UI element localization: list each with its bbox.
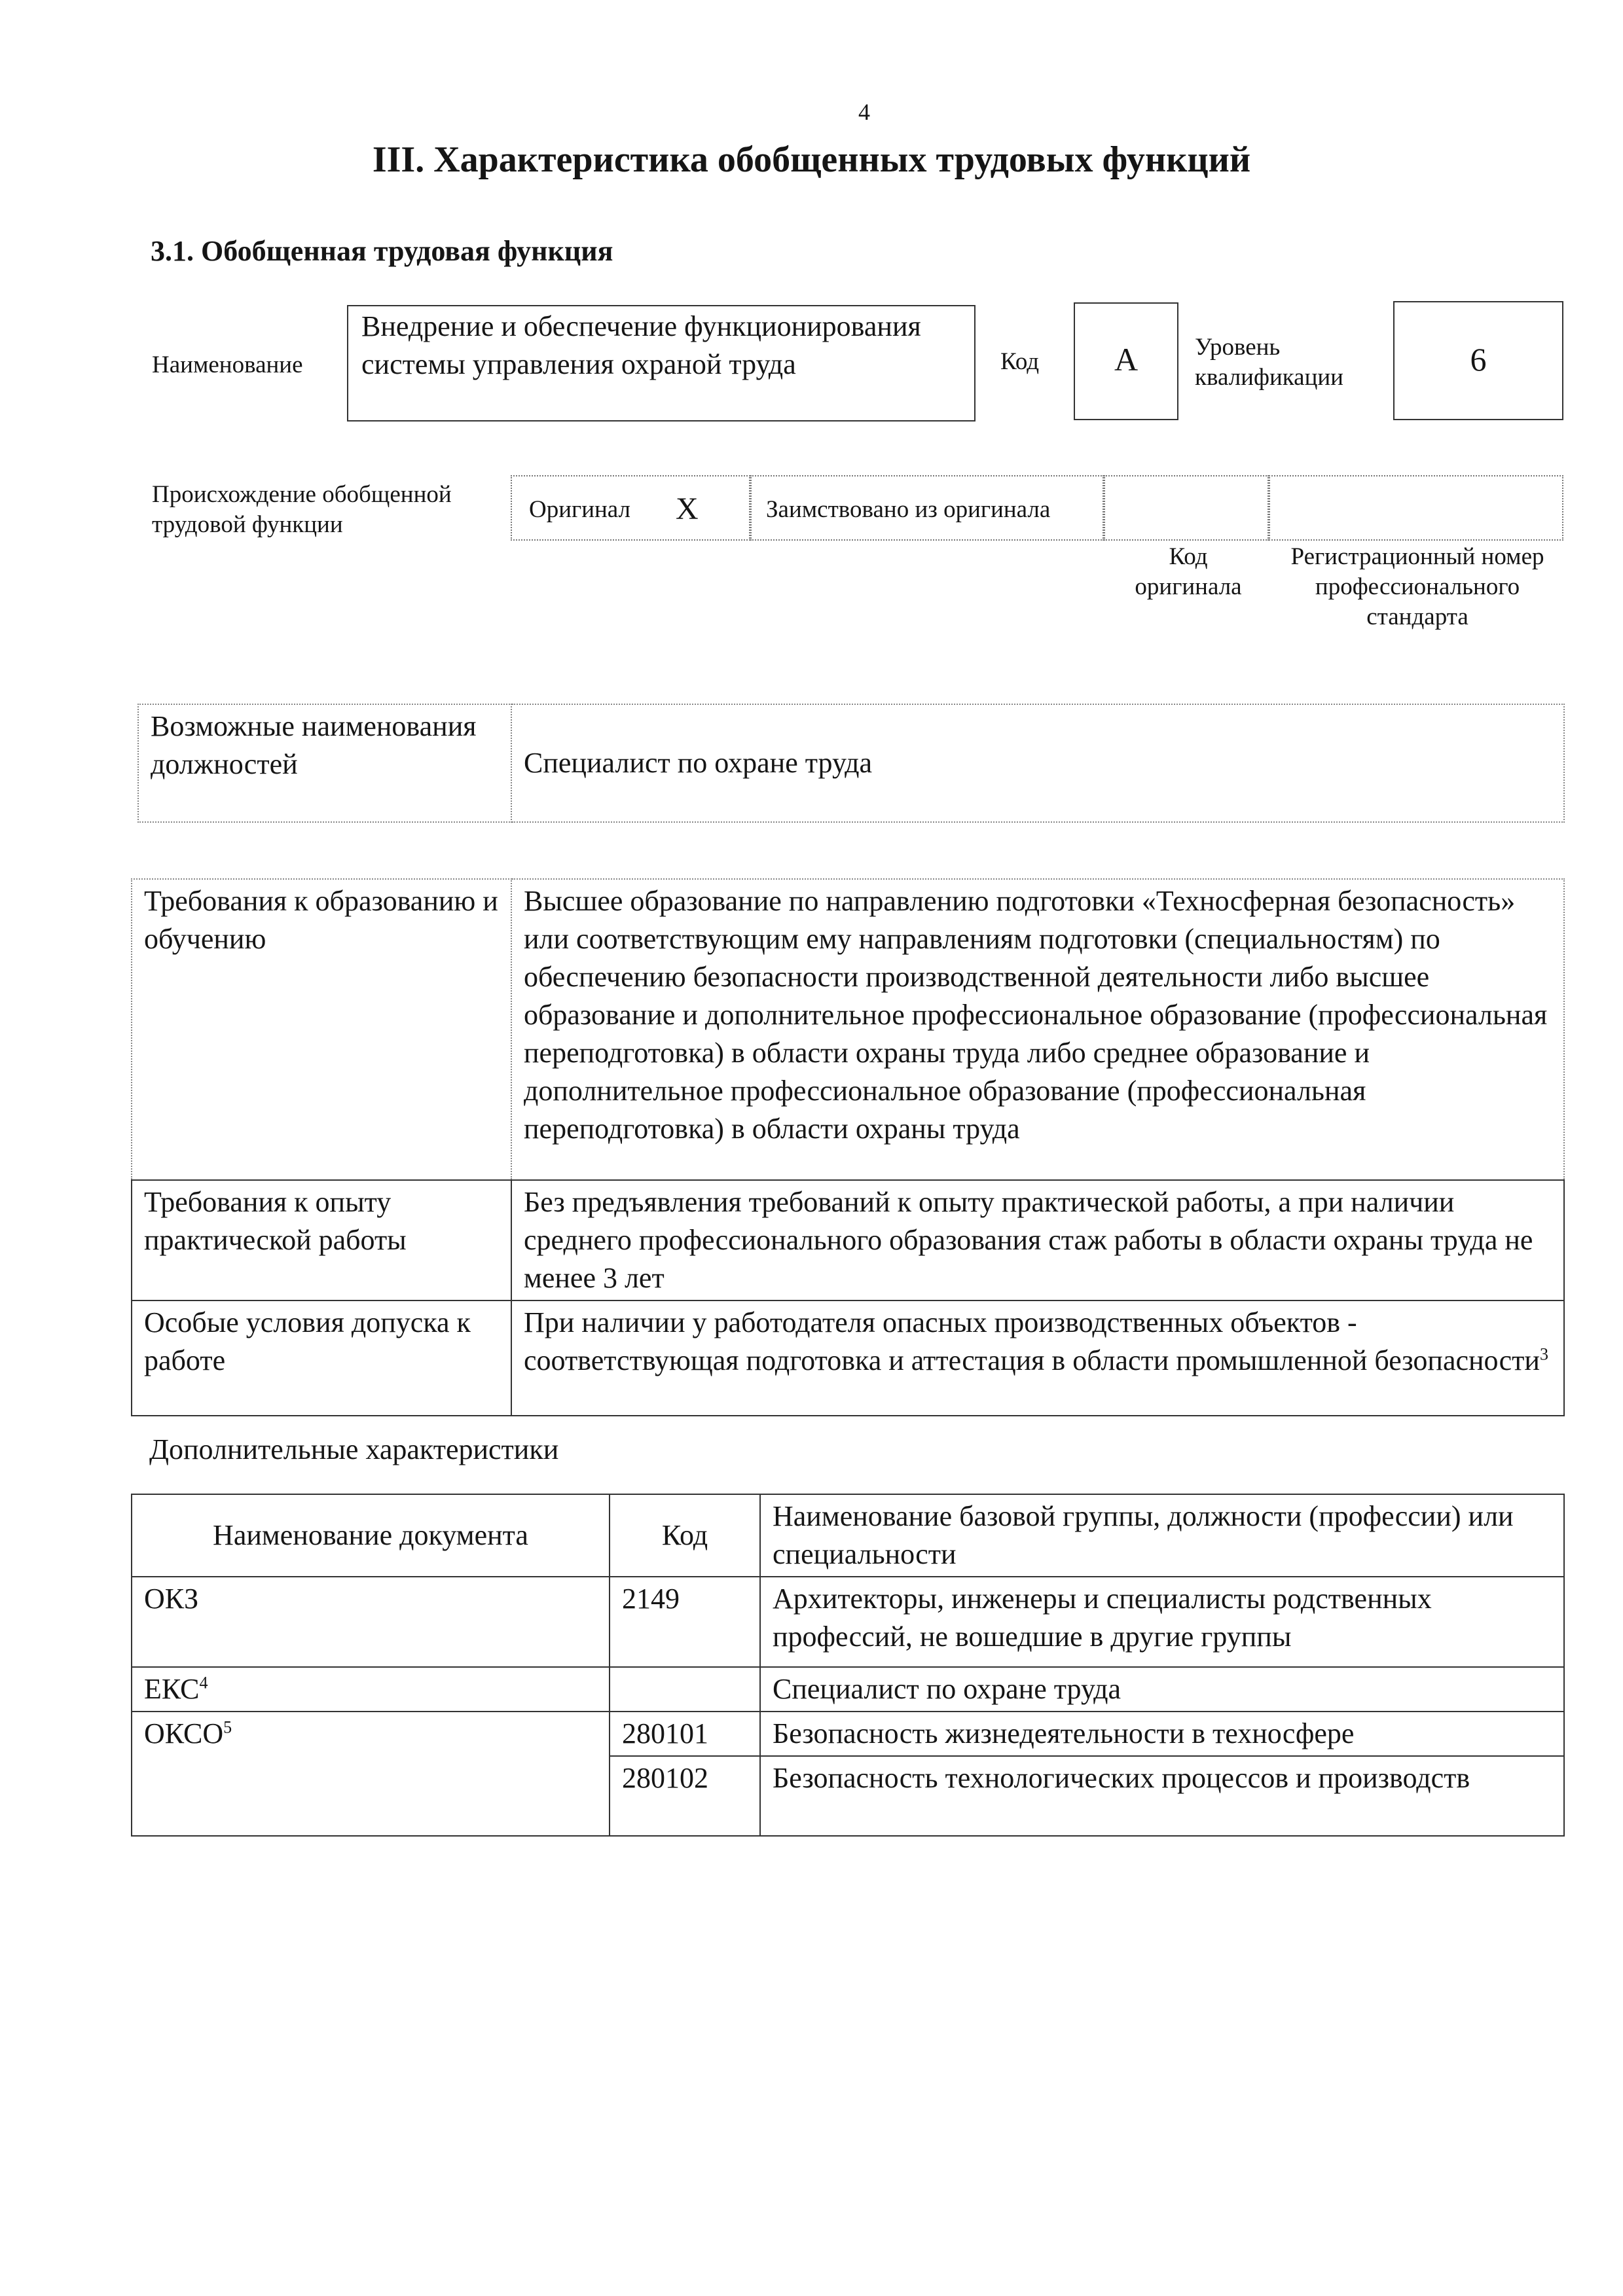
name-label: Наименование (152, 351, 303, 378)
req-special-cell (511, 1300, 1564, 1416)
code-box (1074, 302, 1178, 420)
table-row (132, 1300, 1564, 1416)
reg-number-cell (1269, 475, 1563, 541)
requirements-table (131, 878, 1565, 1416)
req-special-value: При наличии у работодателя опасных производственных объектов - соответствующая подготовка и аттестация в области промышленной безопасности (524, 1306, 1540, 1376)
req-education-value: Высшее образование по направлению подготовки «Техносферная безопасность» или соответствующим ему направлениям подготовки (специальностям) по обеспечению безопасности производственной деятельности либо высшее образование и дополнительное профессиональное образование (профессиональная переподготовка) в области охраны труда либо среднее образование и дополнительное профессиональное образование (профессиональная переподготовка) в области охраны труда (511, 879, 1564, 1180)
additional-table (131, 1494, 1565, 1837)
row-code-280101: 280101 (610, 1712, 760, 1756)
section-subtitle: 3.1. Обобщенная трудовая функция (151, 235, 613, 267)
col-header-name: Наименование базовой группы, должности (профессии) или специальности (760, 1494, 1564, 1577)
borrowed-label: Заимствовано из оригинала (766, 496, 1051, 523)
positions-table (137, 704, 1565, 823)
doc-name: ОКСО (144, 1717, 224, 1749)
table-row (132, 1577, 1564, 1667)
positions-label: Возможные наименования должностей (138, 704, 511, 822)
code-label: Код (1000, 348, 1040, 375)
req-experience-label: Требования к опыту практической работы (132, 1180, 511, 1300)
row-name-280102: Безопасность технологических процессов и производств (760, 1756, 1564, 1836)
name-box (347, 305, 976, 422)
row-code-eks (610, 1667, 760, 1712)
level-value: 6 (1470, 341, 1487, 378)
row-code-280102: 280102 (610, 1756, 760, 1836)
footnote-5: 5 (223, 1717, 232, 1737)
level-label: Уровень квалификации (1195, 334, 1343, 391)
table-row (132, 1712, 1564, 1756)
code-caption: Код оригинала (1135, 543, 1242, 600)
borrowed-cell (750, 475, 1104, 541)
level-box (1393, 301, 1563, 420)
table-row (132, 1180, 1564, 1300)
doc-name: ЕКС (144, 1673, 200, 1705)
row-doc-okso (132, 1712, 610, 1836)
page-title: III. Характеристика обобщенных трудовых функций (372, 139, 1251, 180)
name-value: Внедрение и обеспечение функционирования системы управления охраной труда (361, 310, 921, 380)
origin-label: Происхождение обобщенной трудовой функции (152, 481, 452, 538)
req-education-label: Требования к образованию и обучению (132, 879, 511, 1180)
footnote-3: 3 (1539, 1344, 1548, 1364)
row-name-eks: Специалист по охране труда (760, 1667, 1564, 1712)
row-code-2149: 2149 (610, 1577, 760, 1667)
row-doc-eks (132, 1667, 610, 1712)
original-cell (511, 475, 750, 541)
original-code-cell (1104, 475, 1269, 541)
original-mark: Х (676, 492, 699, 526)
table-row (132, 1667, 1564, 1712)
table-row (132, 879, 1564, 1180)
reg-caption: Регистрационный номер профессионального стандарта (1290, 543, 1544, 630)
positions-value: Специалист по охране труда (511, 704, 1564, 822)
row-name-okz: Архитекторы, инженеры и специалисты родственных профессий, не вошедшие в другие группы (760, 1577, 1564, 1667)
col-header-code: Код (610, 1494, 760, 1577)
page-number: 4 (858, 99, 870, 125)
additional-heading: Дополнительные характеристики (149, 1433, 559, 1465)
row-name-280101: Безопасность жизнедеятельности в техносфере (760, 1712, 1564, 1756)
req-special-label: Особые условия допуска к работе (132, 1300, 511, 1416)
footnote-4: 4 (199, 1673, 208, 1693)
req-experience-value: Без предъявления требований к опыту практической работы, а при наличии среднего профессионального образования стаж работы в области охраны труда не менее 3 лет (511, 1180, 1564, 1300)
row-doc-okz: ОКЗ (132, 1577, 610, 1667)
original-label: Оригинал (529, 496, 631, 523)
code-value: А (1114, 341, 1139, 378)
col-header-doc: Наименование документа (132, 1494, 610, 1577)
table-header-row (132, 1494, 1564, 1577)
